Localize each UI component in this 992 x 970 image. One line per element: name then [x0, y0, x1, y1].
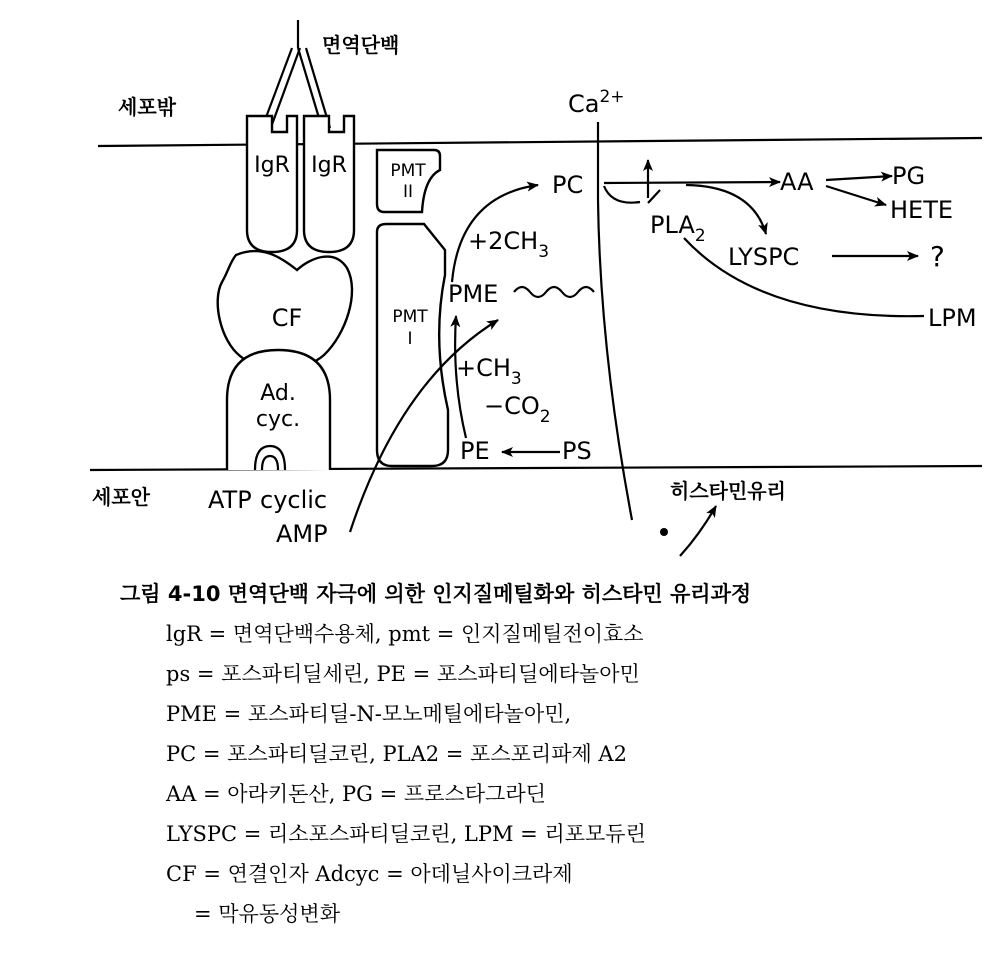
pc-label: PC: [552, 171, 584, 199]
pmt2-label-1: PMT: [390, 161, 426, 181]
lpm-inhibition-curve: [684, 238, 924, 316]
immunoprotein-label: 면역단백: [322, 33, 400, 57]
arrow-aa-to-pg: [826, 176, 892, 180]
caption-line-pc: PC = 포스파티딜코린, PLA2 = 포스포리파제 A2: [166, 742, 627, 766]
minus-co2-label: $-CO_2$: [484, 392, 551, 427]
immunoprotein-shape: [262, 20, 330, 130]
igr-receptor-right: [304, 116, 354, 252]
arrow-aa-to-hete: [826, 186, 886, 205]
caption-line-membrane: = 막유동성변화: [194, 902, 340, 926]
cyclic-label: cyclic: [260, 486, 328, 514]
plus-2ch3-label: $+2CH_3$: [468, 227, 550, 262]
caption-line-ps: ps = 포스파티딜세린, PE = 포스파티딜에타놀아민: [166, 662, 640, 686]
ps-label: PS: [562, 437, 592, 465]
adenyl-cyclase-label-1: Ad.: [260, 381, 296, 406]
pme-label: PME: [448, 280, 499, 308]
igr-receptor-left: [247, 116, 297, 252]
lpm-label: LPM: [928, 304, 977, 332]
hete-label: HETE: [890, 196, 954, 224]
pme-wavy-tail: [514, 287, 594, 297]
inside-label: 세포안: [92, 485, 150, 509]
figure-caption: [120, 574, 980, 934]
pmt2-shape: [377, 150, 440, 212]
outside-label: 세포밖: [118, 95, 176, 119]
pmt1-label-2: I: [407, 329, 413, 349]
caption-line-cf: CF = 연결인자 Adcyc = 아데닐사이크라제: [166, 862, 573, 886]
histamine-release-label: 히스타민유리: [670, 479, 786, 503]
outer-membrane-line: [98, 138, 982, 146]
caption-line-pme: PME = 포스파티딜-N-모노메틸에타놀아민,: [166, 702, 572, 726]
plus-ch3-label: $+CH_3$: [456, 354, 522, 389]
calcium-influx-line: [598, 122, 632, 520]
pmt1-label-1: PMT: [392, 307, 428, 327]
caption-line-igr: lgR = 면역단백수용체, pmt = 인지질메틸전이효소: [166, 622, 644, 646]
igr-label-2: IgR: [311, 153, 347, 178]
pc-to-pla2-curve: [604, 186, 640, 203]
calcium-label: $Ca^{2+}$: [568, 87, 625, 118]
pmt2-label-2: II: [402, 182, 414, 202]
amp-label: AMP: [276, 520, 328, 548]
adenyl-cyclase-label-2: cyc.: [255, 407, 301, 432]
caption-title: 그림 4-10 면역단백 자극에 의한 인지질메틸화와 히스타민 유리과정: [120, 582, 752, 606]
calcium-endpoint-dot: [660, 528, 668, 536]
pla2-label: $PLA_2$: [650, 211, 706, 246]
pe-label: PE: [460, 437, 490, 465]
unknown-product-label: ?: [930, 240, 945, 273]
atp-label: ATP: [208, 486, 252, 514]
pla2-tick: [648, 190, 660, 203]
inner-membrane-line: [90, 466, 982, 470]
caption-line-lyspc: LYSPC = 리소포스파티딜코린, LPM = 리포모듀린: [166, 822, 646, 846]
igr-label-1: IgR: [254, 153, 290, 178]
lyspc-label: LYSPC: [728, 243, 800, 271]
pg-label: PG: [892, 162, 926, 190]
aa-label: AA: [780, 168, 814, 196]
caption-line-aa: AA = 아라키돈산, PG = 프로스타그라딘: [166, 782, 546, 806]
arrow-histamine-release: [680, 506, 716, 556]
pc-to-aa-line: [604, 182, 780, 183]
cf-label: CF: [271, 304, 303, 332]
